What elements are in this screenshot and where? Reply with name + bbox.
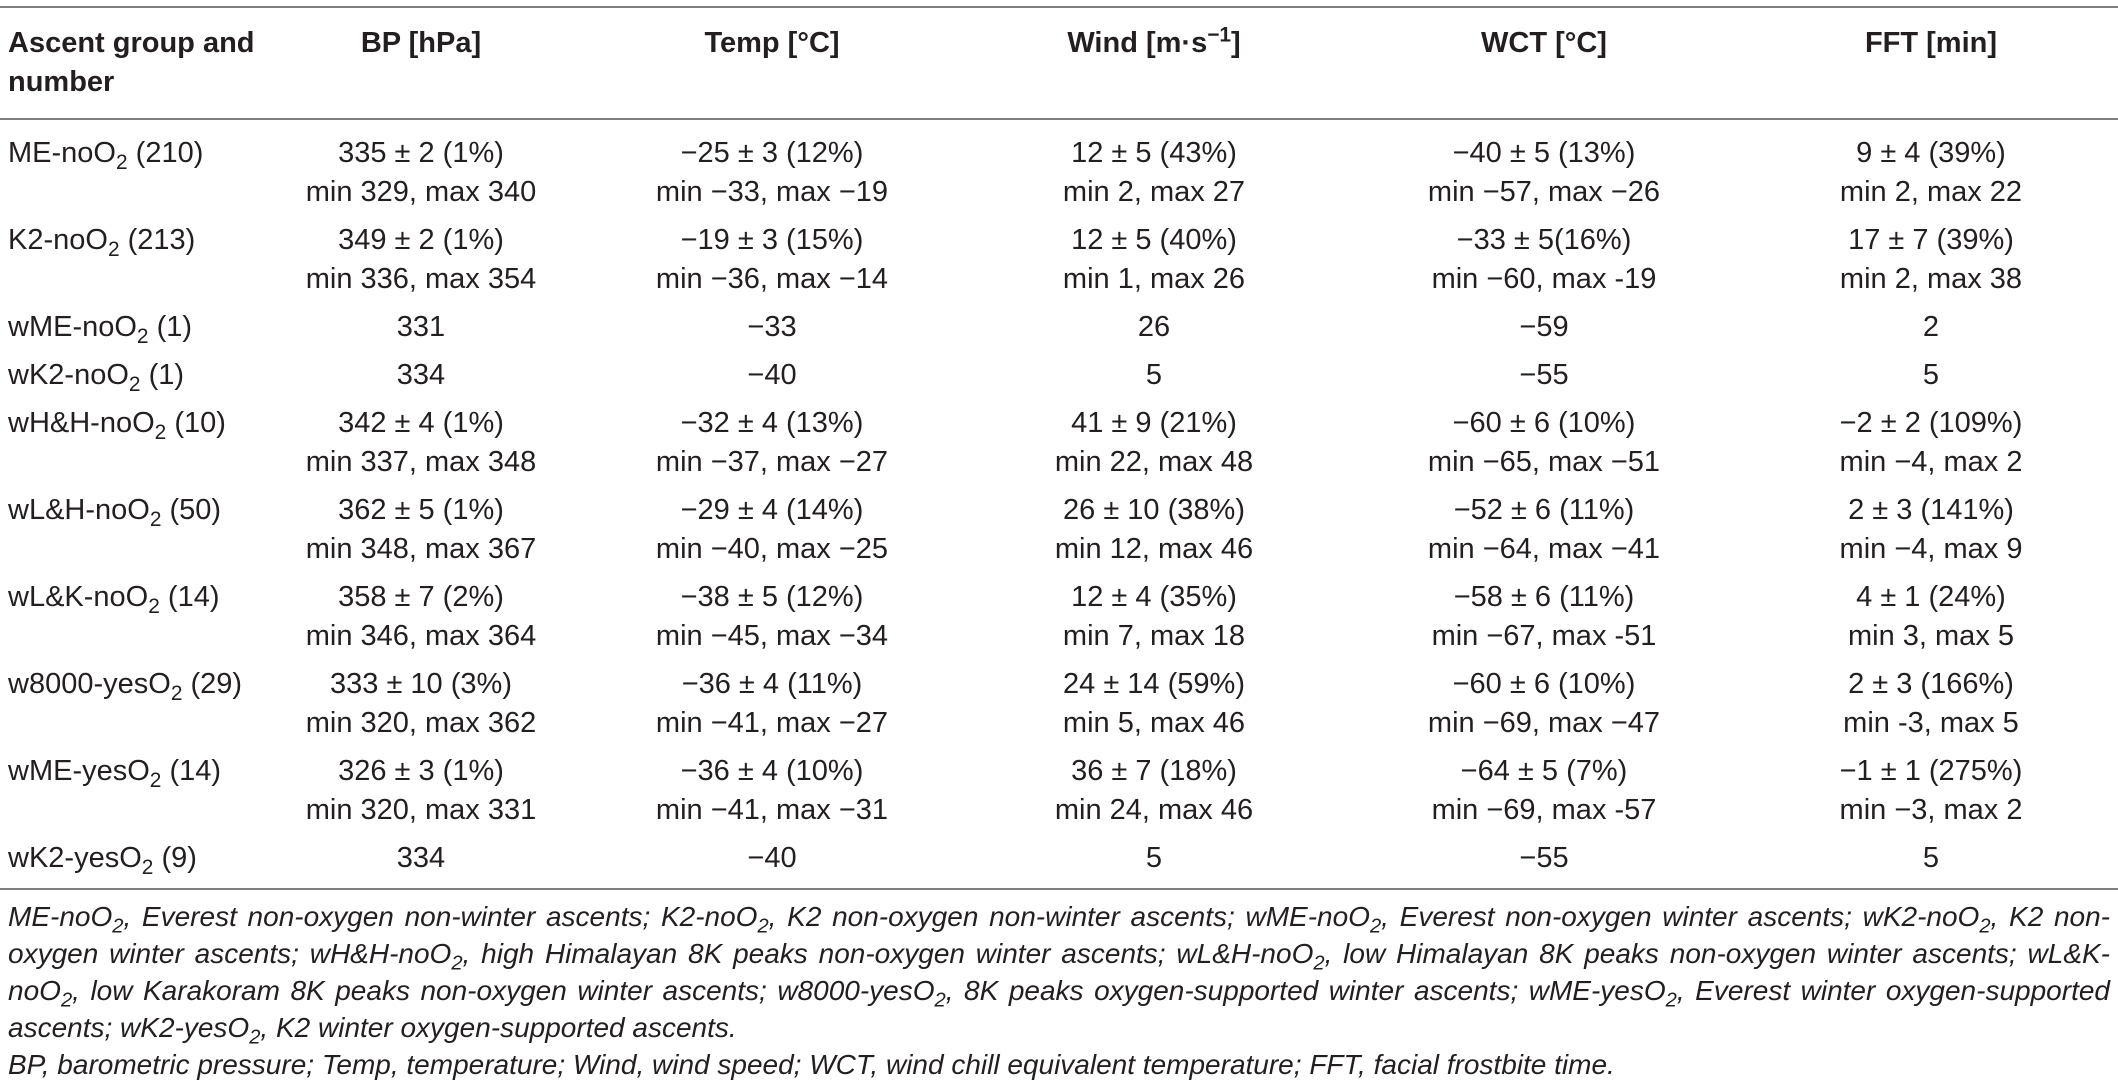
header-ascent-group: Ascent group and number <box>0 7 262 119</box>
cell-wct <box>1344 119 1744 216</box>
table-row <box>0 303 2118 351</box>
group-count: (14) <box>159 581 220 613</box>
bp-range: min 336, max 354 <box>305 263 537 295</box>
fft-mean: 2 <box>1922 311 1940 343</box>
fft-range: min 2, max 38 <box>1839 263 2023 295</box>
cell-fft <box>1744 486 2118 573</box>
footnote-subscript: 2 <box>1979 915 1991 938</box>
group-name: wK2-yesO <box>8 842 142 874</box>
wind-mean: 26 ± 10 (38%) <box>1063 494 1245 526</box>
cell-fft <box>1744 660 2118 747</box>
footnote-subscript: 2 <box>757 915 769 938</box>
bp-mean: 334 <box>396 842 446 874</box>
wind-range: min 22, max 48 <box>1054 446 1254 478</box>
fft-range: min 2, max 22 <box>1839 176 2023 208</box>
group-subscript: 2 <box>170 681 183 705</box>
cell-fft <box>1744 747 2118 834</box>
group-subscript: 2 <box>141 855 154 879</box>
wct-mean: −64 ± 5 (7%) <box>1460 755 1628 787</box>
footnote-text: , Everest non-oxygen winter ascents; wK2-noO <box>1381 901 1980 932</box>
footnote-subscript: 2 <box>112 915 124 938</box>
cell-wct <box>1344 216 1744 303</box>
cell-ascent-group <box>0 119 262 216</box>
wind-range: min 12, max 46 <box>1054 533 1254 565</box>
cell-fft <box>1744 303 2118 351</box>
group-subscript: 2 <box>136 324 149 348</box>
group-name: wL&H-noO <box>8 494 150 526</box>
cell-wct <box>1344 834 1744 889</box>
cell-wct <box>1344 486 1744 573</box>
cell-bp <box>262 119 580 216</box>
bp-mean: 331 <box>396 311 446 343</box>
fft-mean: 4 ± 1 (24%) <box>1856 581 2006 613</box>
wind-range: min 7, max 18 <box>1062 620 1246 652</box>
group-subscript: 2 <box>154 420 167 444</box>
fft-mean: −1 ± 1 (275%) <box>1839 755 2023 787</box>
cell-fft <box>1744 119 2118 216</box>
wind-range: min 24, max 46 <box>1054 794 1254 826</box>
footnote-subscript: 2 <box>249 1026 261 1049</box>
bp-range: min 337, max 348 <box>305 446 537 478</box>
cell-temp <box>580 351 964 399</box>
table-row <box>0 834 2118 889</box>
temp-mean: −33 <box>747 311 797 343</box>
cell-wind <box>964 399 1344 486</box>
footnote-abbreviations <box>8 898 2110 1049</box>
bp-mean: 334 <box>396 359 446 391</box>
cell-bp <box>262 216 580 303</box>
temp-range: min −45, max −34 <box>655 620 889 652</box>
cell-wind <box>964 351 1344 399</box>
temp-mean: −19 ± 3 (15%) <box>680 224 864 256</box>
cell-temp <box>580 303 964 351</box>
cell-ascent-group <box>0 573 262 660</box>
temp-mean: −40 <box>747 842 797 874</box>
header-wind-bracket: ] <box>1231 27 1241 59</box>
wct-mean: −60 ± 6 (10%) <box>1452 668 1636 700</box>
wct-mean: −58 ± 6 (11%) <box>1453 581 1635 613</box>
cell-temp <box>580 486 964 573</box>
footnote-text: , high Himalayan 8K peaks non-oxygen winter ascents; wL&H-noO <box>462 938 1314 969</box>
cell-bp <box>262 399 580 486</box>
group-name: ME-noO <box>8 137 116 169</box>
footnote-text: ME-noO <box>8 901 113 932</box>
fft-mean: 5 <box>1922 842 1940 874</box>
cell-fft <box>1744 834 2118 889</box>
header-fft: FFT [min] <box>1744 7 2118 119</box>
fft-range: min −4, max 9 <box>1839 533 2023 565</box>
cell-wct <box>1344 747 1744 834</box>
table-row <box>0 660 2118 747</box>
footnote-text: , K2 non-oxygen winter ascents; wH&H-noO <box>8 901 2110 969</box>
wct-mean: −59 <box>1519 311 1569 343</box>
wct-mean: −55 <box>1519 359 1569 391</box>
header-temp: Temp [°C] <box>580 7 964 119</box>
temp-range: min −33, max −19 <box>655 176 889 208</box>
header-wind-exponent: −1 <box>1207 23 1232 47</box>
cell-wct <box>1344 660 1744 747</box>
cell-wct <box>1344 399 1744 486</box>
temp-mean: −25 ± 3 (12%) <box>680 137 864 169</box>
fft-mean: 2 ± 3 (166%) <box>1848 668 2014 700</box>
cell-ascent-group <box>0 747 262 834</box>
group-name: wK2-noO <box>8 359 129 391</box>
bp-mean: 326 ± 3 (1%) <box>338 755 504 787</box>
cell-bp <box>262 573 580 660</box>
wind-range: min 5, max 46 <box>1062 707 1246 739</box>
bp-mean: 358 ± 7 (2%) <box>338 581 504 613</box>
cell-ascent-group <box>0 303 262 351</box>
table-header-row <box>0 7 2118 119</box>
header-wind-label: Wind [m·s <box>1067 27 1208 59</box>
temp-range: min −41, max −27 <box>655 707 889 739</box>
cell-bp <box>262 834 580 889</box>
cell-bp <box>262 303 580 351</box>
cell-ascent-group <box>0 351 262 399</box>
fft-mean: 2 ± 3 (141%) <box>1848 494 2014 526</box>
cell-ascent-group <box>0 486 262 573</box>
group-count: (14) <box>161 755 222 787</box>
bp-range: min 320, max 362 <box>305 707 537 739</box>
footnote-subscript: 2 <box>60 989 73 1012</box>
group-count: (29) <box>182 668 243 700</box>
cell-fft <box>1744 399 2118 486</box>
wind-mean: 24 ± 14 (59%) <box>1063 668 1245 700</box>
group-subscript: 2 <box>115 150 128 174</box>
footnote-subscript: 2 <box>1313 952 1325 975</box>
wind-mean: 12 ± 4 (35%) <box>1071 581 1237 613</box>
bp-mean: 335 ± 2 (1%) <box>338 137 504 169</box>
footnote-text: , low Himalayan 8K peaks non-oxygen winter ascents; wL&K-noO <box>8 938 2110 1006</box>
data-table <box>0 6 2118 890</box>
cell-temp <box>580 573 964 660</box>
temp-range: min −37, max −27 <box>655 446 889 478</box>
footnote-variables: BP, barometric pressure; Temp, temperature; Wind, wind speed; WCT, wind chill equivalent temperature; FFT, facial frostbite time. <box>8 1049 1615 1080</box>
cell-ascent-group <box>0 399 262 486</box>
group-name: wME-yesO <box>8 755 150 787</box>
footnote-text: , K2 non-oxygen non-winter ascents; wME-noO <box>768 901 1370 932</box>
bp-range: min 348, max 367 <box>305 533 537 565</box>
group-count: (1) <box>140 359 185 391</box>
group-name: wH&H-noO <box>8 407 155 439</box>
fft-mean: 5 <box>1922 359 1940 391</box>
wct-range: min −64, max −41 <box>1427 533 1661 565</box>
temp-range: min −40, max −25 <box>655 533 889 565</box>
bp-range: min 346, max 364 <box>305 620 537 652</box>
table-row <box>0 747 2118 834</box>
cell-bp <box>262 351 580 399</box>
cell-fft <box>1744 216 2118 303</box>
wct-range: min −69, max -57 <box>1431 794 1657 826</box>
bp-mean: 333 ± 10 (3%) <box>330 668 512 700</box>
cell-ascent-group <box>0 216 262 303</box>
wind-mean: 5 <box>1145 842 1163 874</box>
group-subscript: 2 <box>149 507 162 531</box>
cell-wind <box>964 303 1344 351</box>
cell-bp <box>262 660 580 747</box>
table-row <box>0 399 2118 486</box>
group-count: (10) <box>166 407 226 439</box>
wind-range: min 1, max 26 <box>1062 263 1246 295</box>
group-count: (1) <box>148 311 193 343</box>
cell-ascent-group <box>0 660 262 747</box>
table-row <box>0 486 2118 573</box>
footnote-text: , Everest winter oxygen-supported ascents; wK2-yesO <box>8 975 2110 1043</box>
footnote-subscript: 2 <box>1665 989 1677 1012</box>
temp-range: min −36, max −14 <box>655 263 889 295</box>
group-name: K2-noO <box>8 224 108 256</box>
wct-range: min −67, max -51 <box>1431 620 1657 652</box>
group-count: (210) <box>127 137 204 169</box>
bp-mean: 349 ± 2 (1%) <box>338 224 504 256</box>
wind-mean: 36 ± 7 (18%) <box>1071 755 1237 787</box>
fft-mean: 17 ± 7 (39%) <box>1848 224 2014 256</box>
cell-temp <box>580 216 964 303</box>
table-footnotes <box>0 890 2118 1083</box>
group-count: (9) <box>153 842 197 874</box>
footnote-subscript: 2 <box>1369 915 1382 938</box>
temp-mean: −36 ± 4 (11%) <box>681 668 863 700</box>
group-subscript: 2 <box>128 372 141 396</box>
bp-mean: 342 ± 4 (1%) <box>338 407 504 439</box>
header-bp: BP [hPa] <box>262 7 580 119</box>
header-wind <box>964 7 1344 119</box>
group-name: wL&K-noO <box>8 581 149 613</box>
wct-mean: −60 ± 6 (10%) <box>1452 407 1636 439</box>
cell-wind <box>964 834 1344 889</box>
fft-range: min 3, max 5 <box>1848 620 2014 652</box>
cell-ascent-group <box>0 834 262 889</box>
cell-wind <box>964 119 1344 216</box>
cell-temp <box>580 747 964 834</box>
cell-temp <box>580 119 964 216</box>
fft-range: min -3, max 5 <box>1843 707 2019 739</box>
cell-wct <box>1344 351 1744 399</box>
table-row <box>0 119 2118 216</box>
group-count: (50) <box>161 494 222 526</box>
group-count: (213) <box>119 224 196 256</box>
wind-mean: 12 ± 5 (43%) <box>1071 137 1237 169</box>
footnote-subscript: 2 <box>934 989 946 1012</box>
wind-mean: 26 <box>1137 311 1171 343</box>
wct-range: min −65, max −51 <box>1427 446 1661 478</box>
cell-fft <box>1744 573 2118 660</box>
bp-mean: 362 ± 5 (1%) <box>338 494 504 526</box>
group-name: w8000-yesO <box>8 668 171 700</box>
wct-range: min −57, max −26 <box>1427 176 1661 208</box>
wct-mean: −52 ± 6 (11%) <box>1453 494 1635 526</box>
footnote-text: , low Karakoram 8K peaks non-oxygen winter ascents; w8000-yesO <box>72 975 935 1006</box>
cell-bp <box>262 486 580 573</box>
cell-wct <box>1344 303 1744 351</box>
footnote-text: , Everest non-oxygen non-winter ascents; K2-noO <box>123 901 758 932</box>
table-row <box>0 216 2118 303</box>
cell-wind <box>964 573 1344 660</box>
temp-mean: −29 ± 4 (14%) <box>680 494 864 526</box>
temp-mean: −40 <box>747 359 797 391</box>
temp-mean: −32 ± 4 (13%) <box>680 407 864 439</box>
cell-wind <box>964 486 1344 573</box>
group-subscript: 2 <box>148 594 160 618</box>
wct-mean: −55 <box>1519 842 1569 874</box>
fft-range: min −3, max 2 <box>1839 794 2023 826</box>
fft-mean: 9 ± 4 (39%) <box>1856 137 2006 169</box>
wind-range: min 2, max 27 <box>1062 176 1246 208</box>
footnote-text: , 8K peaks oxygen-supported winter ascents; wME-yesO <box>945 975 1666 1006</box>
header-wct: WCT [°C] <box>1344 7 1744 119</box>
wct-range: min −60, max -19 <box>1431 263 1657 295</box>
footnote-text: , K2 winter oxygen-supported ascents. <box>260 1012 737 1043</box>
bp-range: min 320, max 331 <box>305 794 537 826</box>
cell-temp <box>580 660 964 747</box>
cell-wind <box>964 660 1344 747</box>
cell-wct <box>1344 573 1744 660</box>
table-row <box>0 351 2118 399</box>
wind-mean: 5 <box>1145 359 1163 391</box>
group-name: wME-noO <box>8 311 137 343</box>
bp-range: min 329, max 340 <box>305 176 537 208</box>
cell-bp <box>262 747 580 834</box>
group-subscript: 2 <box>107 237 120 261</box>
fft-mean: −2 ± 2 (109%) <box>1839 407 2023 439</box>
cell-wind <box>964 747 1344 834</box>
cell-fft <box>1744 351 2118 399</box>
wct-mean: −33 ± 5(16%) <box>1456 224 1632 256</box>
temp-mean: −36 ± 4 (10%) <box>680 755 864 787</box>
cell-wind <box>964 216 1344 303</box>
wind-mean: 41 ± 9 (21%) <box>1071 407 1237 439</box>
cell-temp <box>580 399 964 486</box>
temp-mean: −38 ± 5 (12%) <box>680 581 864 613</box>
group-subscript: 2 <box>149 768 162 792</box>
wct-range: min −69, max −47 <box>1427 707 1661 739</box>
table-row <box>0 573 2118 660</box>
temp-range: min −41, max −31 <box>655 794 889 826</box>
footnote-subscript: 2 <box>451 952 463 975</box>
wind-mean: 12 ± 5 (40%) <box>1071 224 1237 256</box>
table-body <box>0 119 2118 889</box>
fft-range: min −4, max 2 <box>1839 446 2023 478</box>
cell-temp <box>580 834 964 889</box>
wct-mean: −40 ± 5 (13%) <box>1452 137 1636 169</box>
